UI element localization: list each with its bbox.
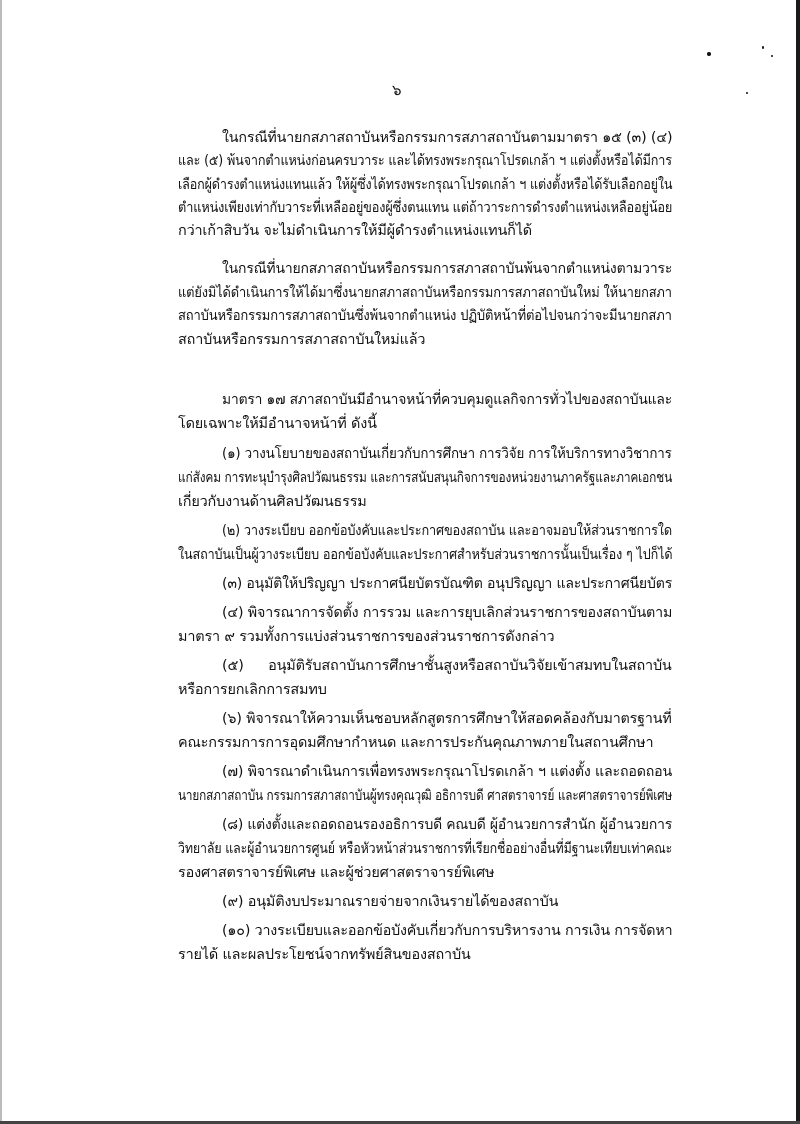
section-heading-line: โดยเฉพาะให้มีอำนาจหน้าที่ ดังนี้ xyxy=(178,416,377,432)
list-item-line: (๔) พิจารณาการจัดตั้ง การรวม และการยุบเลิกส่วนราชการของสถาบันตาม xyxy=(222,605,673,621)
paragraph-line: สถาบันหรือกรรมการสภาสถาบันซึ่งพ้นจากตำแหน่ง ปฏิบัติหน้าที่ต่อไปจนกว่าจะมีนายกสภา xyxy=(178,308,672,324)
list-item-line: (๙) อนุมัติงบประมาณรายจ่ายจากเงินรายได้ของสถาบัน xyxy=(222,894,559,910)
list-item-line: รายได้ และผลประโยชน์จากทรัพย์สินของสถาบัน xyxy=(178,947,471,963)
list-item-line: หรือการยกเลิกการสมทบ xyxy=(178,682,327,698)
section-heading-line: มาตรา ๑๗ สภาสถาบันมีอำนาจหน้าที่ควบคุมดูแลกิจการทั่วไปของสถาบันและ xyxy=(222,392,672,408)
scan-speck xyxy=(771,55,773,57)
scan-left-edge xyxy=(0,0,2,1124)
paragraph-line: ตำแหน่งเพียงเท่ากับวาระที่เหลืออยู่ของผู้ซึ่งตนแทน แต่ถ้าวาระการดำรงตำแหน่งเหลืออยู่น้อย xyxy=(178,200,673,216)
paragraph-line: ในกรณีที่นายกสภาสถาบันหรือกรรมการสภาสถาบันพ้นจากตำแหน่งตามวาระ xyxy=(222,261,673,277)
list-item-line: คณะกรรมการการอุดมศึกษากำหนด และการประกันคุณภาพภายในสถานศึกษา xyxy=(178,735,654,751)
page-number: ๖ xyxy=(392,81,402,99)
scan-speck xyxy=(746,92,748,94)
list-item-line: (๕) อนุมัติรับสถาบันการศึกษาชั้นสูงหรือสถาบันวิจัยเข้าสมทบในสถาบัน xyxy=(222,658,672,674)
list-item-line: (๓) อนุมัติให้ปริญญา ประกาศนียบัตรบัณฑิต อนุปริญญา และประกาศนียบัตร xyxy=(222,576,673,592)
scan-speck xyxy=(762,46,764,49)
list-item-line: (๒) วางระเบียบ ออกข้อบังคับและประกาศของสถาบัน และอาจมอบให้ส่วนราชการใด xyxy=(222,523,673,539)
list-item-line: (๑) วางนโยบายของสถาบันเกี่ยวกับการศึกษา การวิจัย การให้บริการทางวิชาการ xyxy=(222,446,672,462)
paragraph-line: กว่าเก้าสิบวัน จะไม่ดำเนินการให้มีผู้ดำรงตำแหน่งแทนก็ได้ xyxy=(178,223,532,239)
scan-speck xyxy=(707,52,711,56)
list-item-line: (๗) พิจารณาดำเนินการเพื่อทรงพระกรุณาโปรดเกล้า ฯ แต่งตั้ง และถอดถอน xyxy=(222,764,673,780)
list-item-line: (๘) แต่งตั้งและถอดถอนรองอธิการบดี คณบดี ผู้อำนวยการสำนัก ผู้อำนวยการ xyxy=(222,817,673,833)
list-item-line: แก่สังคม การทะนุบำรุงศิลปวัฒนธรรม และการสนับสนุนกิจการของหน่วยงานภาครัฐและภาคเอกชน xyxy=(178,470,673,486)
paragraph-line: สถาบันหรือกรรมการสภาสถาบันใหม่แล้ว xyxy=(178,332,426,348)
list-item-line: รองศาสตราจารย์พิเศษ และผู้ช่วยศาสตราจารย์พิเศษ xyxy=(178,865,495,881)
list-item-line: (๑๐) วางระเบียบและออกข้อบังคับเกี่ยวกับการบริหารงาน การเงิน การจัดหา xyxy=(222,923,673,939)
list-item-line: (๖) พิจารณาให้ความเห็นชอบหลักสูตรการศึกษาให้สอดคล้องกับมาตรฐานที่ xyxy=(222,711,672,727)
list-item-line: ในสถาบันเป็นผู้วางระเบียบ ออกข้อบังคับและประกาศสำหรับส่วนราชการนั้นเป็นเรื่อง ๆ ไปก็ได้ xyxy=(178,547,673,563)
paragraph-line: แต่ยังมิได้ดำเนินการให้ได้มาซึ่งนายกสภาสถาบันหรือกรรมการสภาสถาบันใหม่ ให้นายกสภา xyxy=(178,285,672,301)
paragraph-line: ในกรณีที่นายกสภาสถาบันหรือกรรมการสภาสถาบันตามมาตรา ๑๕ (๓) (๔) xyxy=(222,130,673,146)
list-item-line: มาตรา ๙ รวมทั้งการแบ่งส่วนราชการของส่วนราชการดังกล่าว xyxy=(178,629,555,645)
scan-right-edge xyxy=(796,0,800,1124)
paragraph-line: เลือกผู้ดำรงตำแหน่งแทนแล้ว ให้ผู้ซึ่งได้ทรงพระกรุณาโปรดเกล้า ฯ แต่งตั้งหรือได้รับเลือกอยู่ใน xyxy=(178,177,673,193)
list-item-line: วิทยาลัย และผู้อำนวยการศูนย์ หรือหัวหน้าส่วนราชการที่เรียกชื่ออย่างอื่นที่มีฐานะเทียบเท่าคณะ xyxy=(178,841,673,857)
paragraph-line: และ (๕) พ้นจากตำแหน่งก่อนครบวาระ และได้ทรงพระกรุณาโปรดเกล้า ฯ แต่งตั้งหรือได้มีการ xyxy=(178,153,672,169)
list-item-line: นายกสภาสถาบัน กรรมการสภาสถาบันผู้ทรงคุณวุฒิ อธิการบดี ศาสตราจารย์ และศาสตราจารย์พิเศษ xyxy=(178,788,673,804)
list-item-line: เกี่ยวกับงานด้านศิลปวัฒนธรรม xyxy=(178,494,367,510)
